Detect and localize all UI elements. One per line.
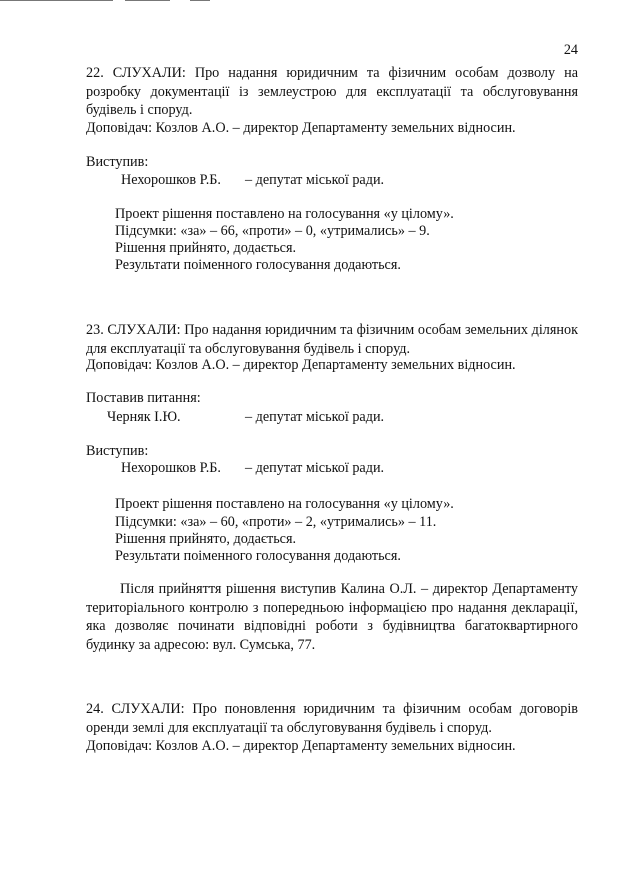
item-22-vote-line: Рішення прийнято, додається. [115, 240, 297, 256]
item-24-reporter: Доповідач: Козлов А.О. – директор Департаменту земельних відносин. [86, 738, 516, 754]
item-23-heard-title: 23. СЛУХАЛИ: Про надання юридичним та фізичним особам земельних ділянок для експлуатації та обслуговування будівель і споруд. [86, 322, 578, 357]
item-22-vote-line: Результати поіменного голосування додаються. [115, 257, 401, 273]
item-22-heard-title: 22. СЛУХАЛИ: Про надання юридичним та фізичним особам дозволу на розробку документації із землеустрою для експлуатації та обслуговування будівель і споруд. [86, 65, 578, 118]
scan-edge-line [0, 0, 113, 1]
item-23-speeches-label: Виступив: [86, 443, 149, 459]
item-22-speaker-role: – депутат міської ради. [245, 172, 385, 188]
scan-edge-line [125, 0, 170, 1]
item-22-vote-line: Підсумки: «за» – 66, «проти» – 0, «утримались» – 9. [115, 223, 430, 239]
item-22-vote-line: Проект рішення поставлено на голосування «у цілому». [115, 206, 454, 222]
item-23-speaker-name: Нехорошков Р.Б. [121, 460, 221, 476]
item-23-question-label: Поставив питання: [86, 390, 201, 406]
item-23-vote-line: Результати поіменного голосування додаються. [115, 548, 401, 564]
page-number: 24 [563, 42, 578, 58]
item-23-vote-line: Підсумки: «за» – 60, «проти» – 2, «утримались» – 11. [115, 514, 437, 530]
item-23-vote-line: Проект рішення поставлено на голосування «у цілому». [115, 496, 454, 512]
scan-edge-line [190, 0, 210, 1]
item-24-heard-title: 24. СЛУХАЛИ: Про поновлення юридичним та фізичним особам договорів оренди землі для експлуатації та обслуговування будівель і споруд. [86, 701, 578, 736]
item-23-questioner-role: – депутат міської ради. [245, 409, 385, 425]
item-22-reporter: Доповідач: Козлов А.О. – директор Департаменту земельних відносин. [86, 120, 516, 136]
item-23-vote-line: Рішення прийнято, додається. [115, 531, 297, 547]
item-23-speaker-role: – депутат міської ради. [245, 460, 385, 476]
item-22-speeches-label: Виступив: [86, 154, 149, 170]
item-22-speaker-name: Нехорошков Р.Б. [121, 172, 221, 188]
item-23-reporter: Доповідач: Козлов А.О. – директор Департаменту земельних відносин. [86, 357, 516, 373]
item-23-after-note: Після прийняття рішення виступив Калина О.Л. – директор Департаменту територіального контролю з попередньою інформацією про надання декларації, яка дозволяє починати відповідні роботи з будівництва багатоквартирного будинку за адресою: вул. Сумська, 77. [86, 581, 578, 653]
item-23-questioner-name: Черняк І.Ю. [107, 409, 181, 425]
